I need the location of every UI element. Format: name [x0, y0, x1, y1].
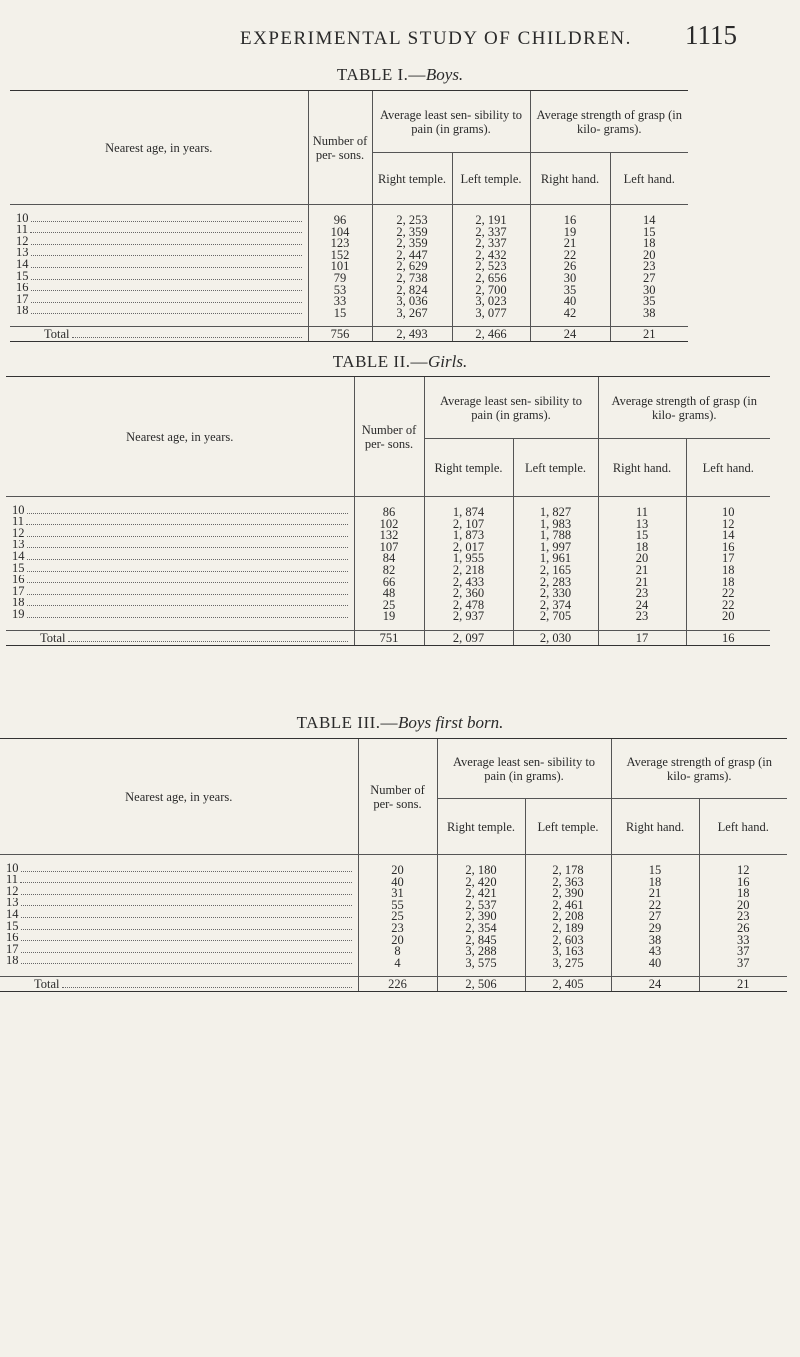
table-row — [16, 213, 302, 225]
number-value: 25 — [391, 909, 404, 924]
age-column — [6, 497, 354, 631]
right-temple-value: 2, 845 — [465, 932, 497, 947]
right-hand-value: 42 — [563, 305, 577, 320]
age-value: 10 — [16, 213, 29, 225]
left-temple-value: 3, 023 — [475, 294, 507, 309]
left-temple-value: 2, 208 — [552, 909, 584, 924]
total-right-hand: 24 — [611, 977, 699, 992]
total-row — [10, 327, 688, 342]
left-hand-value: 27 — [643, 270, 656, 285]
right-hand-column — [530, 205, 610, 327]
age-value: 18 — [6, 955, 19, 968]
total-left-hand: 21 — [699, 977, 787, 992]
right-temple-value: 2, 824 — [396, 282, 428, 297]
right-temple-value: 2, 390 — [465, 909, 497, 924]
table-row — [12, 505, 348, 517]
right-hand-value: 15 — [648, 863, 662, 877]
header-age: Nearest age, in years. — [10, 91, 308, 205]
table-row — [12, 528, 348, 540]
left-temple-value: 2, 165 — [539, 562, 572, 577]
left-temple-value: 1, 788 — [539, 528, 572, 543]
header-left-hand: Left hand. — [699, 799, 787, 855]
left-hand-value: 35 — [643, 294, 656, 309]
right-hand-value: 26 — [563, 259, 577, 274]
right-temple-value: 2, 537 — [465, 897, 497, 912]
number-value: 107 — [379, 539, 399, 554]
left-hand-value: 20 — [737, 897, 750, 912]
table-row — [6, 875, 352, 887]
header-left-temple: Left temple. — [513, 439, 598, 497]
right-temple-value: 2, 017 — [452, 539, 485, 554]
left-hand-value: 37 — [737, 955, 750, 970]
total-number: 751 — [354, 631, 424, 646]
left-hand-value: 30 — [643, 282, 656, 297]
right-temple-column — [437, 855, 525, 977]
total-left-hand: 21 — [610, 327, 688, 342]
age-value: 18 — [16, 305, 29, 318]
age-value: 15 — [16, 270, 29, 283]
right-hand-value: 43 — [648, 944, 662, 959]
table-row — [12, 598, 348, 610]
age-value: 13 — [12, 539, 25, 552]
number-value: 31 — [391, 886, 404, 901]
number-column — [308, 205, 372, 327]
age-value: 12 — [6, 886, 19, 898]
number-value: 53 — [333, 282, 347, 297]
header-strength: Average strength of grasp (in kilo- grams). — [530, 91, 688, 153]
table-row — [6, 886, 352, 898]
left-hand-value: 14 — [722, 528, 735, 543]
right-temple-value: 2, 359 — [396, 236, 428, 251]
left-temple-value: 2, 363 — [552, 874, 584, 889]
left-temple-value: 2, 656 — [475, 270, 507, 285]
caption-subtitle: Girls. — [428, 352, 468, 371]
number-value: 82 — [382, 562, 396, 577]
total-left-temple: 2, 030 — [513, 631, 598, 646]
left-hand-value: 15 — [643, 224, 656, 239]
right-hand-value: 11 — [635, 505, 649, 519]
table-row — [12, 551, 348, 563]
table-row — [16, 294, 302, 306]
table-caption — [0, 713, 800, 733]
number-value: 132 — [379, 528, 399, 543]
table-row — [6, 956, 352, 968]
table-row — [6, 944, 352, 956]
right-temple-column — [424, 497, 513, 631]
number-value: 152 — [330, 247, 350, 262]
number-value: 96 — [333, 213, 347, 227]
left-temple-value: 2, 461 — [552, 897, 584, 912]
total-row — [6, 631, 770, 646]
caption-label: TABLE II.— — [332, 352, 428, 371]
number-column — [354, 497, 424, 631]
right-hand-column — [611, 855, 699, 977]
table-row — [16, 283, 302, 295]
left-hand-value: 23 — [737, 909, 750, 924]
header-right-temple: Right temple. — [372, 153, 452, 205]
left-temple-value: 2, 603 — [552, 932, 584, 947]
left-hand-value: 22 — [722, 586, 735, 601]
header-left-temple: Left temple. — [525, 799, 611, 855]
age-value: 17 — [12, 586, 25, 598]
right-temple-value: 1, 874 — [452, 505, 485, 519]
left-hand-value: 18 — [737, 886, 750, 901]
left-hand-column — [686, 497, 770, 631]
caption-subtitle: Boys. — [425, 65, 464, 84]
left-temple-value: 2, 330 — [539, 586, 572, 601]
right-hand-value: 21 — [648, 886, 662, 901]
left-hand-value: 17 — [722, 551, 735, 566]
number-value: 66 — [382, 574, 396, 589]
left-hand-value: 18 — [722, 562, 735, 577]
total-left-hand: 16 — [686, 631, 770, 646]
number-value: 20 — [391, 863, 404, 877]
total-left-temple: 2, 466 — [452, 327, 530, 342]
right-hand-value: 23 — [635, 609, 649, 624]
total-number: 226 — [358, 977, 437, 992]
header-right-hand: Right hand. — [530, 153, 610, 205]
age-value: 15 — [12, 562, 25, 575]
header-left-hand: Left hand. — [686, 439, 770, 497]
left-temple-column — [513, 497, 598, 631]
right-temple-value: 2, 478 — [452, 597, 485, 612]
caption-subtitle: Boys first born. — [398, 713, 504, 732]
right-temple-value: 2, 421 — [465, 886, 497, 901]
data-table — [6, 376, 770, 646]
left-temple-value: 2, 191 — [475, 213, 507, 227]
left-temple-column — [525, 855, 611, 977]
number-value: 86 — [382, 505, 396, 519]
number-value: 23 — [391, 920, 404, 935]
right-hand-value: 24 — [635, 597, 649, 612]
right-hand-value: 30 — [563, 270, 577, 285]
left-temple-value: 2, 523 — [475, 259, 507, 274]
number-value: 15 — [333, 305, 347, 320]
number-value: 55 — [391, 897, 404, 912]
left-temple-value: 3, 163 — [552, 944, 584, 959]
right-hand-value: 23 — [635, 586, 649, 601]
header-number: Number of per- sons. — [354, 377, 424, 497]
left-hand-column — [699, 855, 787, 977]
age-value: 14 — [16, 259, 29, 271]
number-value: 4 — [394, 955, 401, 970]
total-right-temple: 2, 493 — [372, 327, 452, 342]
right-hand-value: 35 — [563, 282, 577, 297]
left-temple-value: 2, 390 — [552, 886, 584, 901]
left-temple-value: 2, 178 — [552, 863, 584, 877]
right-hand-value: 29 — [648, 920, 662, 935]
number-value: 101 — [330, 259, 350, 274]
age-value: 18 — [12, 597, 25, 610]
table-row — [16, 225, 302, 237]
total-right-temple: 2, 097 — [424, 631, 513, 646]
running-head: EXPERIMENTAL STUDY OF CHILDREN. — [240, 28, 632, 49]
left-temple-value: 2, 337 — [475, 236, 507, 251]
header-age: Nearest age, in years. — [6, 377, 354, 497]
right-temple-value: 3, 036 — [396, 294, 428, 309]
right-hand-value: 15 — [635, 528, 649, 543]
age-value: 11 — [12, 516, 25, 529]
table-row — [12, 609, 348, 621]
left-temple-value: 2, 432 — [475, 247, 507, 262]
caption-label: TABLE III.— — [296, 713, 399, 732]
total-number: 756 — [308, 327, 372, 342]
right-temple-value: 3, 288 — [465, 944, 497, 959]
age-column — [10, 205, 308, 327]
age-value: 13 — [16, 247, 29, 260]
right-hand-value: 27 — [648, 909, 662, 924]
age-value: 11 — [16, 224, 29, 237]
data-table — [10, 90, 688, 342]
age-value: 17 — [16, 294, 29, 306]
age-value: 10 — [12, 505, 25, 517]
age-value: 14 — [12, 551, 25, 563]
age-column — [0, 855, 358, 977]
table-row — [12, 517, 348, 529]
age-value: 16 — [12, 574, 25, 587]
left-temple-value: 3, 275 — [552, 955, 584, 970]
right-hand-value: 22 — [563, 247, 577, 262]
header-right-temple: Right temple. — [437, 799, 525, 855]
right-temple-value: 2, 107 — [452, 516, 485, 531]
table-row — [6, 921, 352, 933]
right-hand-value: 40 — [563, 294, 577, 309]
left-hand-value: 14 — [643, 213, 656, 227]
left-hand-value: 38 — [643, 305, 656, 320]
header-strength: Average strength of grasp (in kilo- grams). — [611, 739, 787, 799]
header-left-temple: Left temple. — [452, 153, 530, 205]
left-temple-value: 2, 705 — [539, 609, 572, 624]
left-hand-value: 16 — [722, 539, 735, 554]
number-value: 25 — [382, 597, 396, 612]
right-hand-value: 16 — [563, 213, 577, 227]
age-value: 11 — [6, 874, 19, 887]
number-value: 8 — [394, 944, 401, 959]
right-temple-value: 2, 354 — [465, 920, 497, 935]
left-temple-value: 2, 283 — [539, 574, 572, 589]
right-temple-value: 3, 575 — [465, 955, 497, 970]
table-row — [12, 575, 348, 587]
page-header — [0, 20, 800, 60]
number-value: 123 — [330, 236, 350, 251]
left-hand-value: 12 — [722, 516, 735, 531]
left-hand-value: 18 — [643, 236, 656, 251]
age-value: 13 — [6, 897, 19, 910]
table-row — [12, 586, 348, 598]
number-value: 102 — [379, 516, 399, 531]
right-hand-value: 18 — [648, 874, 662, 889]
table-row — [6, 933, 352, 945]
right-hand-value: 38 — [648, 932, 662, 947]
right-temple-value: 2, 359 — [396, 224, 428, 239]
left-hand-value: 20 — [643, 247, 656, 262]
total-right-hand: 24 — [530, 327, 610, 342]
number-value: 20 — [391, 932, 404, 947]
table-row — [6, 909, 352, 921]
right-hand-column — [598, 497, 686, 631]
table-row — [6, 898, 352, 910]
right-temple-value: 1, 955 — [452, 551, 485, 566]
number-value: 40 — [391, 874, 404, 889]
right-hand-value: 21 — [635, 574, 649, 589]
left-temple-value: 1, 961 — [539, 551, 572, 566]
left-temple-value: 1, 997 — [539, 539, 572, 554]
number-value: 84 — [382, 551, 396, 566]
total-right-hand: 17 — [598, 631, 686, 646]
header-right-hand: Right hand. — [598, 439, 686, 497]
left-hand-value: 10 — [722, 505, 735, 519]
table-row — [16, 259, 302, 271]
right-temple-value: 3, 267 — [396, 305, 428, 320]
total-row — [0, 977, 787, 992]
page-number: 1115 — [685, 20, 737, 50]
header-sensibility: Average least sen- sibility to pain (in grams). — [437, 739, 611, 799]
right-hand-value: 13 — [635, 516, 649, 531]
header-right-temple: Right temple. — [424, 439, 513, 497]
left-hand-value: 37 — [737, 944, 750, 959]
total-label: Total — [44, 327, 70, 342]
total-label: Total — [34, 977, 60, 992]
table-caption — [0, 352, 800, 372]
age-value: 16 — [16, 282, 29, 295]
table-row — [6, 863, 352, 875]
table-row — [16, 236, 302, 248]
left-hand-value: 18 — [722, 574, 735, 589]
right-hand-value: 21 — [635, 562, 649, 577]
total-left-temple: 2, 405 — [525, 977, 611, 992]
header-age: Nearest age, in years. — [0, 739, 358, 855]
left-temple-value: 1, 983 — [539, 516, 572, 531]
right-temple-value: 2, 253 — [396, 213, 428, 227]
number-value: 79 — [333, 270, 347, 285]
number-value: 19 — [382, 609, 396, 624]
caption-label: TABLE I.— — [336, 65, 426, 84]
age-value: 16 — [6, 932, 19, 945]
right-temple-column — [372, 205, 452, 327]
total-right-temple: 2, 506 — [437, 977, 525, 992]
left-hand-value: 23 — [643, 259, 656, 274]
left-temple-value: 3, 077 — [475, 305, 507, 320]
left-hand-value: 26 — [737, 920, 750, 935]
number-column — [358, 855, 437, 977]
left-temple-value: 2, 374 — [539, 597, 572, 612]
header-number: Number of per- sons. — [358, 739, 437, 855]
left-hand-value: 12 — [737, 863, 750, 877]
age-value: 12 — [16, 236, 29, 248]
left-hand-value: 33 — [737, 932, 750, 947]
right-temple-value: 2, 738 — [396, 270, 428, 285]
age-value: 14 — [6, 909, 19, 921]
right-hand-value: 19 — [563, 224, 577, 239]
left-temple-column — [452, 205, 530, 327]
right-hand-value: 21 — [563, 236, 577, 251]
age-value: 15 — [6, 920, 19, 933]
left-temple-value: 1, 827 — [539, 505, 572, 519]
header-right-hand: Right hand. — [611, 799, 699, 855]
header-sensibility: Average least sen- sibility to pain (in grams). — [424, 377, 598, 439]
header-strength: Average strength of grasp (in kilo- grams). — [598, 377, 770, 439]
number-value: 33 — [333, 294, 347, 309]
table-caption — [0, 65, 800, 85]
table-row — [16, 306, 302, 318]
right-temple-value: 2, 937 — [452, 609, 485, 624]
right-temple-value: 2, 360 — [452, 586, 485, 601]
age-value: 10 — [6, 863, 19, 875]
right-temple-value: 1, 873 — [452, 528, 485, 543]
left-temple-value: 2, 337 — [475, 224, 507, 239]
right-hand-value: 20 — [635, 551, 649, 566]
left-hand-column — [610, 205, 688, 327]
left-temple-value: 2, 189 — [552, 920, 584, 935]
number-value: 104 — [330, 224, 350, 239]
right-temple-value: 2, 180 — [465, 863, 497, 877]
left-hand-value: 22 — [722, 597, 735, 612]
header-left-hand: Left hand. — [610, 153, 688, 205]
right-temple-value: 2, 629 — [396, 259, 428, 274]
number-value: 48 — [382, 586, 396, 601]
table-row — [12, 540, 348, 552]
right-hand-value: 40 — [648, 955, 662, 970]
right-temple-value: 2, 447 — [396, 247, 428, 262]
right-temple-value: 2, 433 — [452, 574, 485, 589]
left-hand-value: 20 — [722, 609, 735, 624]
age-value: 19 — [12, 609, 25, 621]
left-hand-value: 16 — [737, 874, 750, 889]
age-value: 12 — [12, 528, 25, 540]
header-number: Number of per- sons. — [308, 91, 372, 205]
header-sensibility: Average least sen- sibility to pain (in grams). — [372, 91, 530, 153]
right-temple-value: 2, 218 — [452, 562, 485, 577]
table-row — [16, 248, 302, 260]
right-hand-value: 22 — [648, 897, 662, 912]
total-label: Total — [40, 631, 66, 645]
table-row — [16, 271, 302, 283]
right-temple-value: 2, 420 — [465, 874, 497, 889]
right-hand-value: 18 — [635, 539, 649, 554]
table-row — [12, 563, 348, 575]
age-value: 17 — [6, 944, 19, 956]
left-temple-value: 2, 700 — [475, 282, 507, 297]
data-table — [0, 738, 787, 992]
